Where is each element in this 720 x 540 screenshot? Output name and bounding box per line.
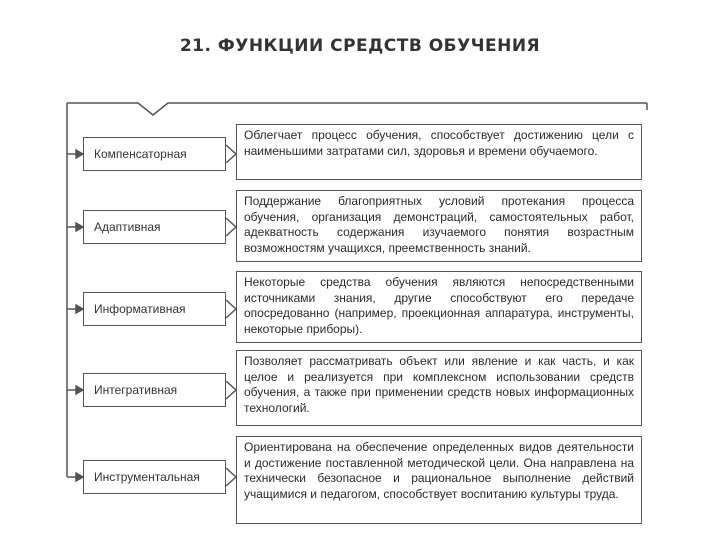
- description-text: Облегчает процесс обучения, способствует достижению цели с наименьшими затратами сил, здоровья и времени обучаемого.: [244, 128, 634, 158]
- description-box-informativnaya: [236, 271, 642, 343]
- function-box-integrativnaya: [83, 373, 226, 407]
- function-box-instrumentalnaya: [83, 460, 226, 494]
- function-label: Инструментальная: [94, 470, 200, 484]
- description-box-instrumentalnaya: [236, 436, 642, 524]
- description-box-kompensatornaya: [236, 124, 642, 180]
- function-label: Интегративная: [94, 383, 178, 397]
- diagram-title: 21. ФУНКЦИИ СРЕДСТВ ОБУЧЕНИЯ: [179, 36, 541, 56]
- function-box-kompensatornaya: [83, 137, 226, 171]
- description-box-integrativnaya: [236, 350, 642, 426]
- pointers: [226, 145, 236, 486]
- description-text: Ориентирована на обеспечение определенных видов деятельности и достижение поставленной методической цели. Она направлена на технически безопасное и рациональное выполнение действий учащимися и педагогом, способствует воспитанию культуры труда.: [244, 440, 634, 501]
- header-line: [67, 103, 647, 115]
- description-text: Некоторые средства обучения являются непосредственными источниками знания, другие способствуют его передаче опосредованно (например, проекционная аппаратура, инструменты, некоторые приборы).: [244, 275, 634, 336]
- description-text: Позволяет рассматривать объект или явление и как часть, и как целое и реализуется при комплексном использовании средств обучения, а также при применении средств новых информационных технологий.: [244, 354, 634, 415]
- arrows: [67, 150, 83, 481]
- function-box-adaptivnaya: [83, 210, 226, 244]
- function-box-informativnaya: [83, 292, 226, 326]
- function-label: Компенсаторная: [94, 147, 187, 161]
- function-label: Информативная: [94, 302, 186, 316]
- description-text: Поддержание благоприятных условий протекания процесса обучения, организация демонстраций, самостоятельных работ, адекватность содержания изучаемого понятия возрастным возможностям учащихся, преемственность знаний.: [244, 194, 634, 255]
- function-label: Адаптивная: [94, 220, 161, 234]
- description-box-adaptivnaya: [236, 190, 642, 262]
